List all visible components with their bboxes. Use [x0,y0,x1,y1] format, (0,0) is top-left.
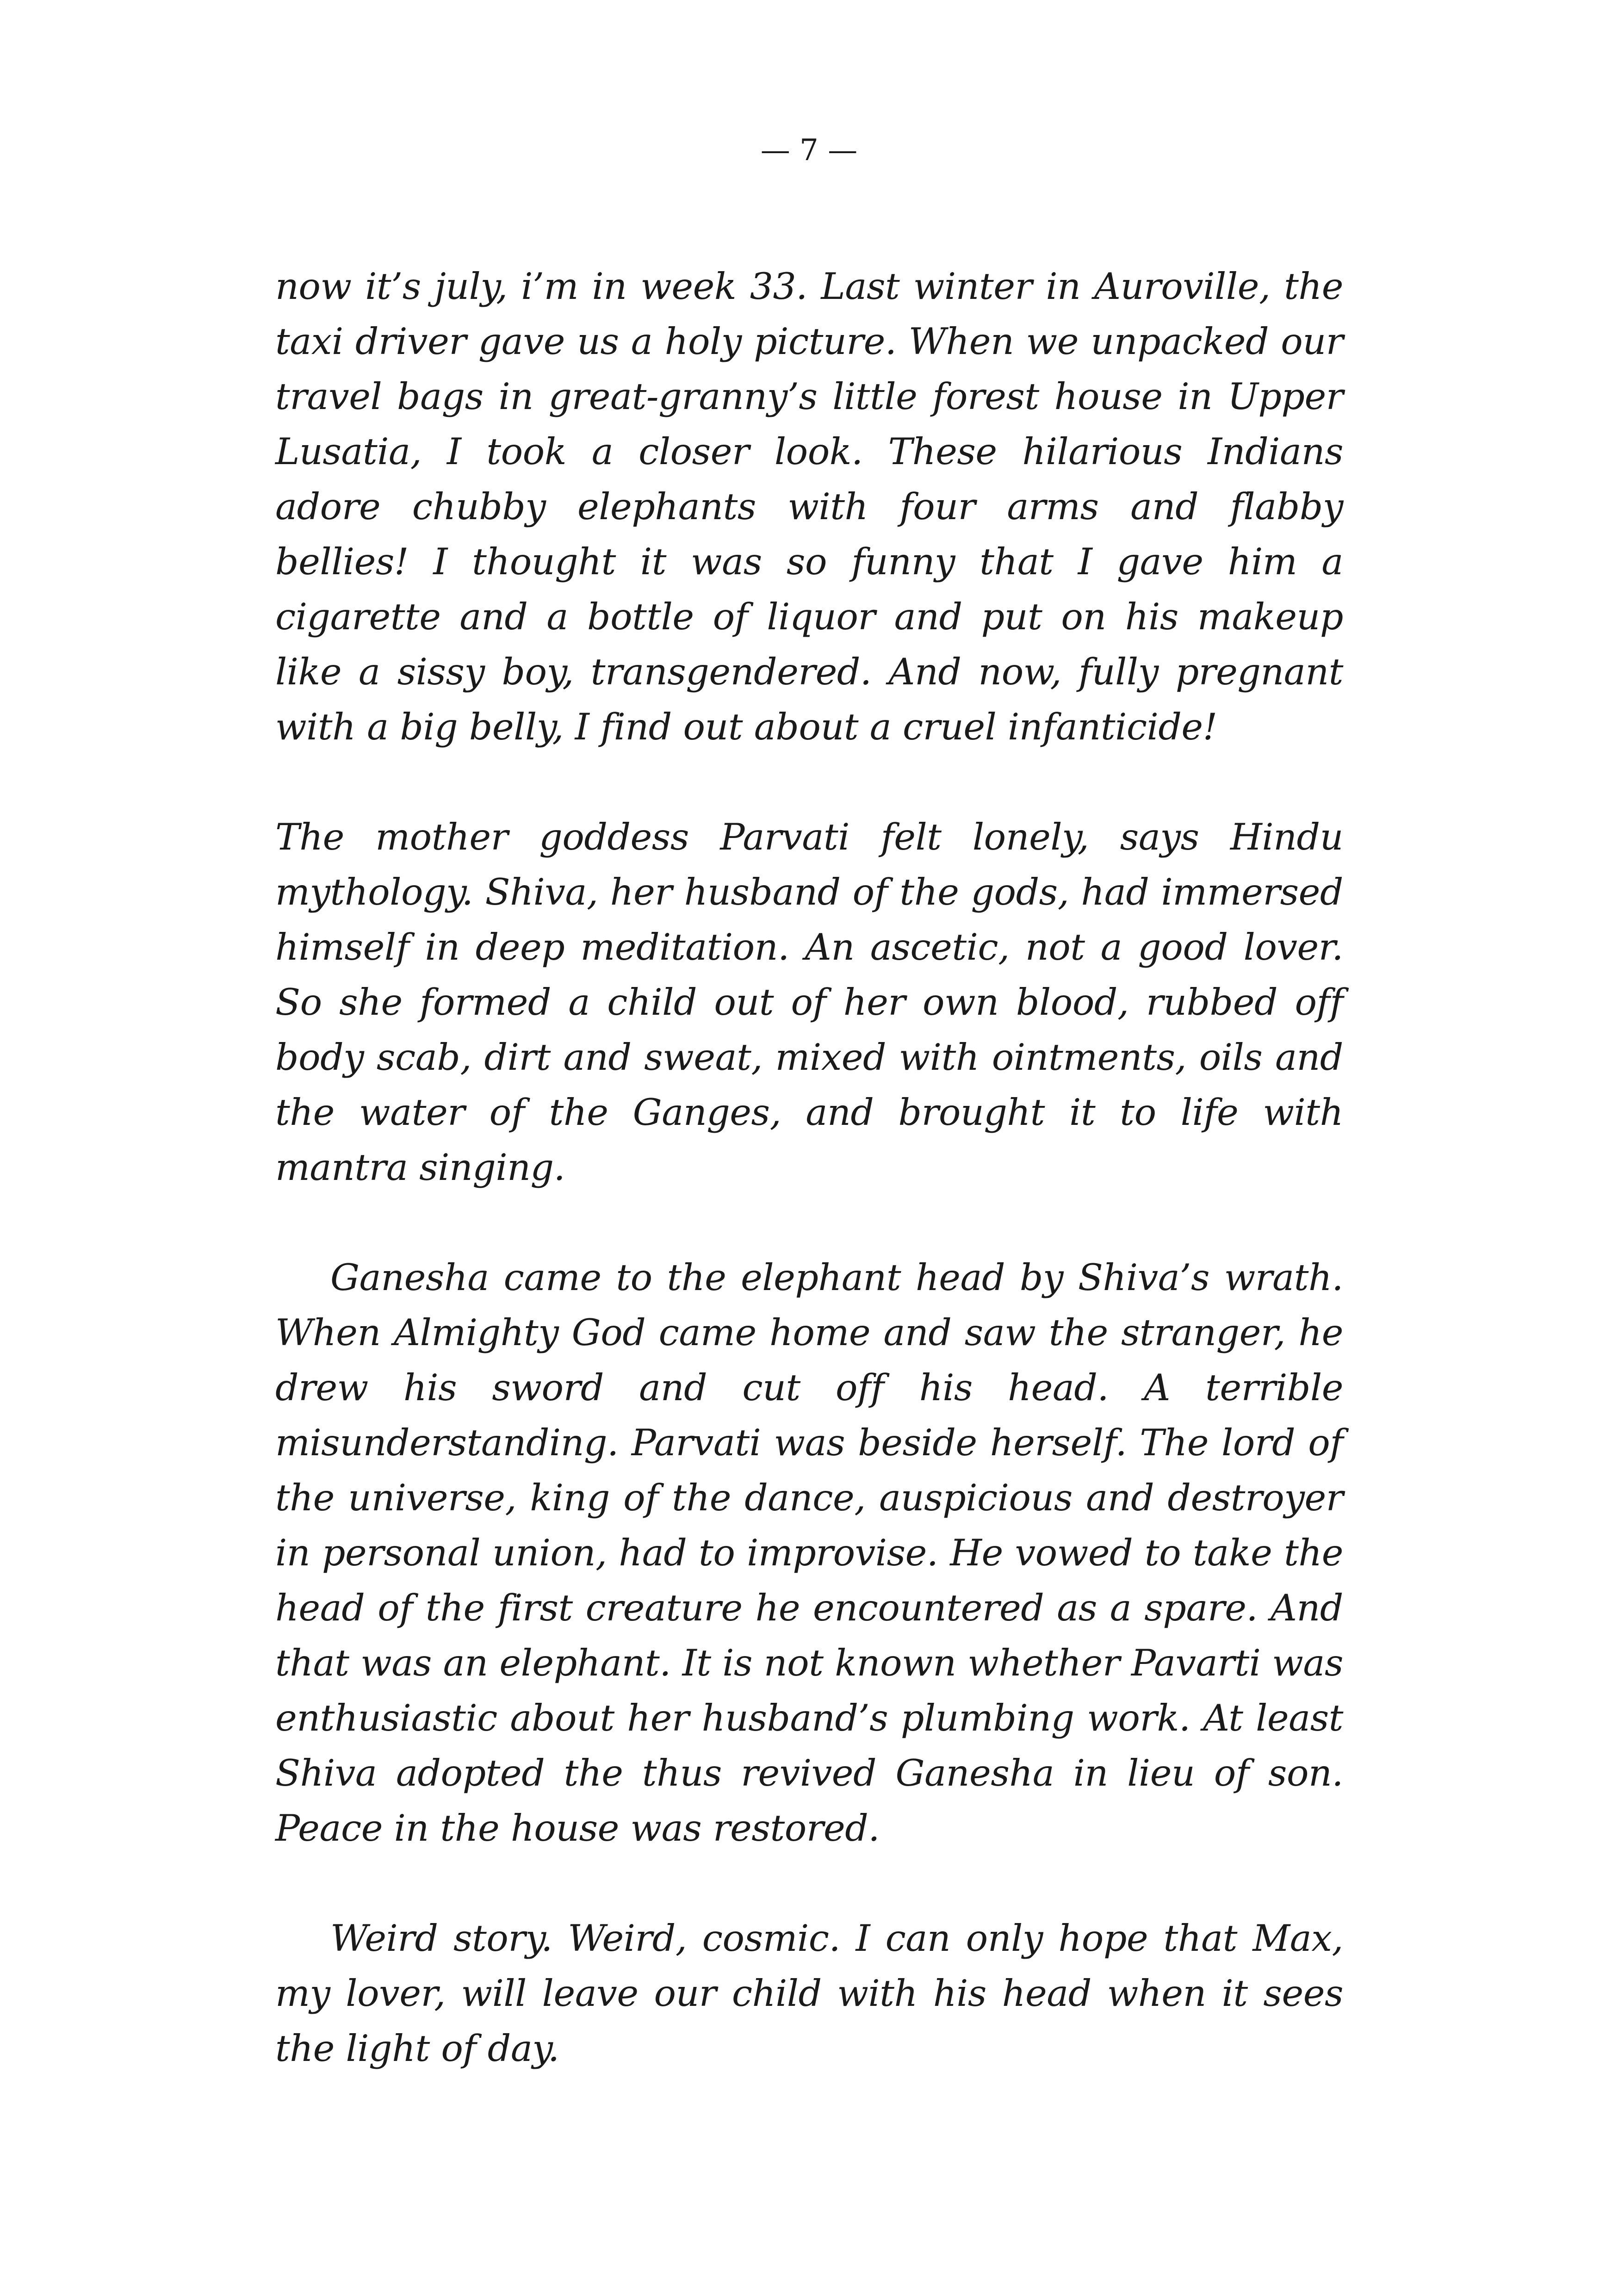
paragraph-1: now it’s july, i’m in week 33. Last winter in Auroville, the taxi driver gave us a holy picture. When we unpacked our travel bags in great-granny’s little forest house in Upper Lusatia, I took a closer look. These hilarious Indians adore chubby elephants with four arms and flabby bellies! I thought it was so funny that I gave him a cigarette and a bottle of liquor and put on his makeup like a sissy boy, transgendered. And now, fully pregnant with a big belly, I find out about a cruel infanticide! [275,265,1343,748]
paragraph-4: Weird story. Weird, cosmic. I can only hope that Max, my lover, will leave our child with his head when it sees the light of day. [275,1917,1343,2070]
page-number: — 7 — [760,133,858,168]
paragraph-2: The mother goddess Parvati felt lonely, says Hindu mythology. Shiva, her husband of the gods, had immersed himself in deep meditation. An ascetic, not a good lover. So she formed a child out of her own blood, rubbed off body scab, dirt and sweat, mixed with ointments, oils and the water of the Ganges, and brought it to life with mantra singing. [275,816,1343,1189]
body-text [275,259,1343,2076]
paragraph-3: Ganesha came to the elephant head by Shiva’s wrath. When Almighty God came home and saw the stranger, he drew his sword and cut off his head. A terrible misunderstanding. Parvati was beside herself. The lord of the universe, king of the dance, auspicious and destroyer in personal union, had to improvise. He vowed to take the head of the first creature he encountered as a spare. And that was an elephant. It is not known whether Pavarti was enthusiastic about her husband’s plumbing work. At least Shiva adopted the thus revived Ganesha in lieu of son. Peace in the house was restored. [275,1256,1343,1849]
